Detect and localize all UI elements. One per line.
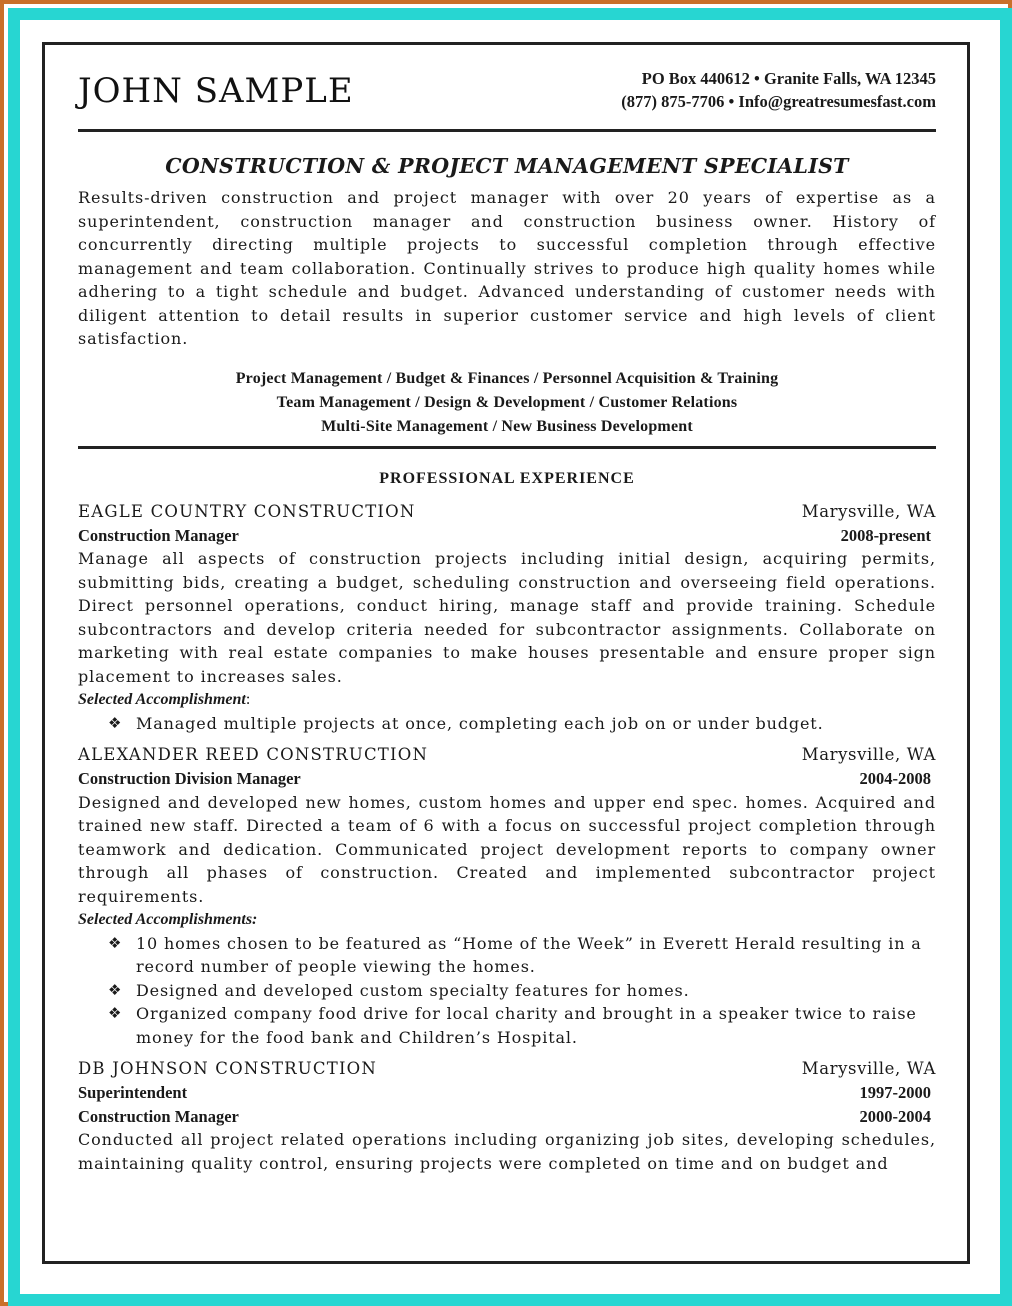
job-entry — [78, 500, 936, 736]
job-location: Marysville, WA — [801, 1059, 936, 1078]
accomplishments-heading — [78, 688, 936, 712]
job-entry — [78, 743, 936, 1049]
accomplishment-item — [78, 979, 936, 1003]
skills-line: Team Management / Design & Development / Customer Relations — [276, 393, 738, 411]
diamond-bullet-icon: ❖ — [108, 1004, 123, 1022]
skills-divider — [78, 446, 936, 449]
diamond-bullet-icon: ❖ — [108, 980, 123, 999]
job-entry — [78, 1057, 936, 1175]
skills-line: Project Management / Budget & Finances / Personnel Acquisition & Training — [235, 369, 779, 387]
accomplishment-item — [78, 1002, 936, 1049]
job-title: Superintendent — [78, 1083, 188, 1102]
role-row — [78, 767, 936, 791]
accomplishment-text: Managed multiple projects at once, completing each job on or under budget. — [136, 713, 824, 733]
contact-phone-email: (877) 875-7706 • Info@greatresumesfast.com — [621, 92, 936, 111]
job-dates: 2004-2008 — [859, 769, 931, 788]
job-location: Marysville, WA — [801, 501, 936, 521]
job-title: Construction Manager — [78, 525, 239, 545]
candidate-name: JOHN SAMPLE — [78, 71, 354, 111]
resume-header — [78, 63, 936, 129]
job-description: Conducted all project related operations including organizing job sites, developing schedules, maintaining quality control, ensuring projects were completed on time and on budget and — [78, 1130, 936, 1173]
skills-line: Multi-Site Management / New Business Development — [321, 417, 693, 435]
job-dates: 1997-2000 — [859, 1083, 931, 1102]
company-name: DB JOHNSON CONSTRUCTION — [78, 1059, 378, 1078]
company-name: EAGLE COUNTRY CONSTRUCTION — [78, 501, 416, 521]
job-header-row — [78, 743, 936, 767]
job-description: Manage all aspects of construction projects including initial design, acquiring permits, submitting bids, creating a budget, scheduling construction and overseeing field operations. Direct personnel operations, conduct hiring, manage staff and provide training. Schedule subcontractors and develop criteria needed for subcontractor assignments. Collaborate on marketing with real estate companies to make houses presentable and ensure proper sign placement to increases sales. — [78, 549, 936, 686]
role-row — [78, 1081, 936, 1105]
job-dates: 2008-present — [840, 525, 931, 545]
job-dates: 2000-2004 — [859, 1106, 931, 1126]
accomplishment-text: Organized company food drive for local charity and brought in a speaker twice to raise money for the food bank and Children’s Hospital. — [136, 1004, 917, 1047]
resume-content — [78, 63, 936, 1175]
role-row — [78, 1105, 936, 1129]
skills-list — [78, 367, 936, 439]
role-row — [78, 524, 936, 548]
accomplishment-text: 10 homes chosen to be featured as “Home of the Week” in Everett Herald resulting in a record number of people viewing the homes. — [136, 933, 922, 976]
diamond-bullet-icon: ❖ — [108, 713, 123, 732]
accomplishments-heading — [78, 908, 936, 932]
header-divider — [78, 129, 936, 132]
job-description: Designed and developed new homes, custom homes and upper end spec. homes. Acquired and trained new staff. Directed a team of 6 with a focus on successful project completion through teamwork and dedication. Communicated project development reports to company owner through all phases of construction. Created and implemented subcontractor project requirements. — [78, 792, 936, 906]
resume-page — [42, 42, 970, 1264]
contact-address: PO Box 440612 • Granite Falls, WA 12345 — [641, 69, 936, 88]
accomplishment-text: Designed and developed custom specialty features for homes. — [136, 980, 690, 1000]
job-title: Construction Division Manager — [78, 769, 301, 788]
job-location: Marysville, WA — [801, 745, 936, 764]
accomplishments-heading-text: Selected Accomplishments: — [78, 911, 258, 928]
job-title: Construction Manager — [78, 1106, 239, 1126]
company-name: ALEXANDER REED CONSTRUCTION — [78, 745, 429, 764]
contact-info — [621, 67, 936, 113]
accomplishment-item — [78, 932, 936, 979]
accomplishments-heading-text: Selected Accomplishment — [78, 691, 246, 708]
job-header-row — [78, 500, 936, 524]
experience-section-title: PROFESSIONAL EXPERIENCE — [379, 469, 635, 487]
job-header-row — [78, 1057, 936, 1081]
accomplishment-item — [78, 712, 936, 736]
summary-paragraph: Results-driven construction and project manager with over 20 years of expertise as a superintendent, construction manager and construction business owner. History of concurrently directing multiple projects to successful completion through effective management and team collaboration. Continually strives to produce high quality homes while adhering to a tight schedule and budget. Advanced understanding of customer needs with diligent attention to detail results in superior customer service and high levels of client satisfaction. — [78, 188, 936, 348]
accomplishments-list — [78, 932, 936, 1050]
diamond-bullet-icon: ❖ — [108, 933, 123, 952]
accomplishments-list — [78, 712, 936, 736]
accomplishments-heading-colon: : — [245, 691, 251, 708]
professional-headline: CONSTRUCTION & PROJECT MANAGEMENT SPECIALIST — [165, 154, 849, 178]
